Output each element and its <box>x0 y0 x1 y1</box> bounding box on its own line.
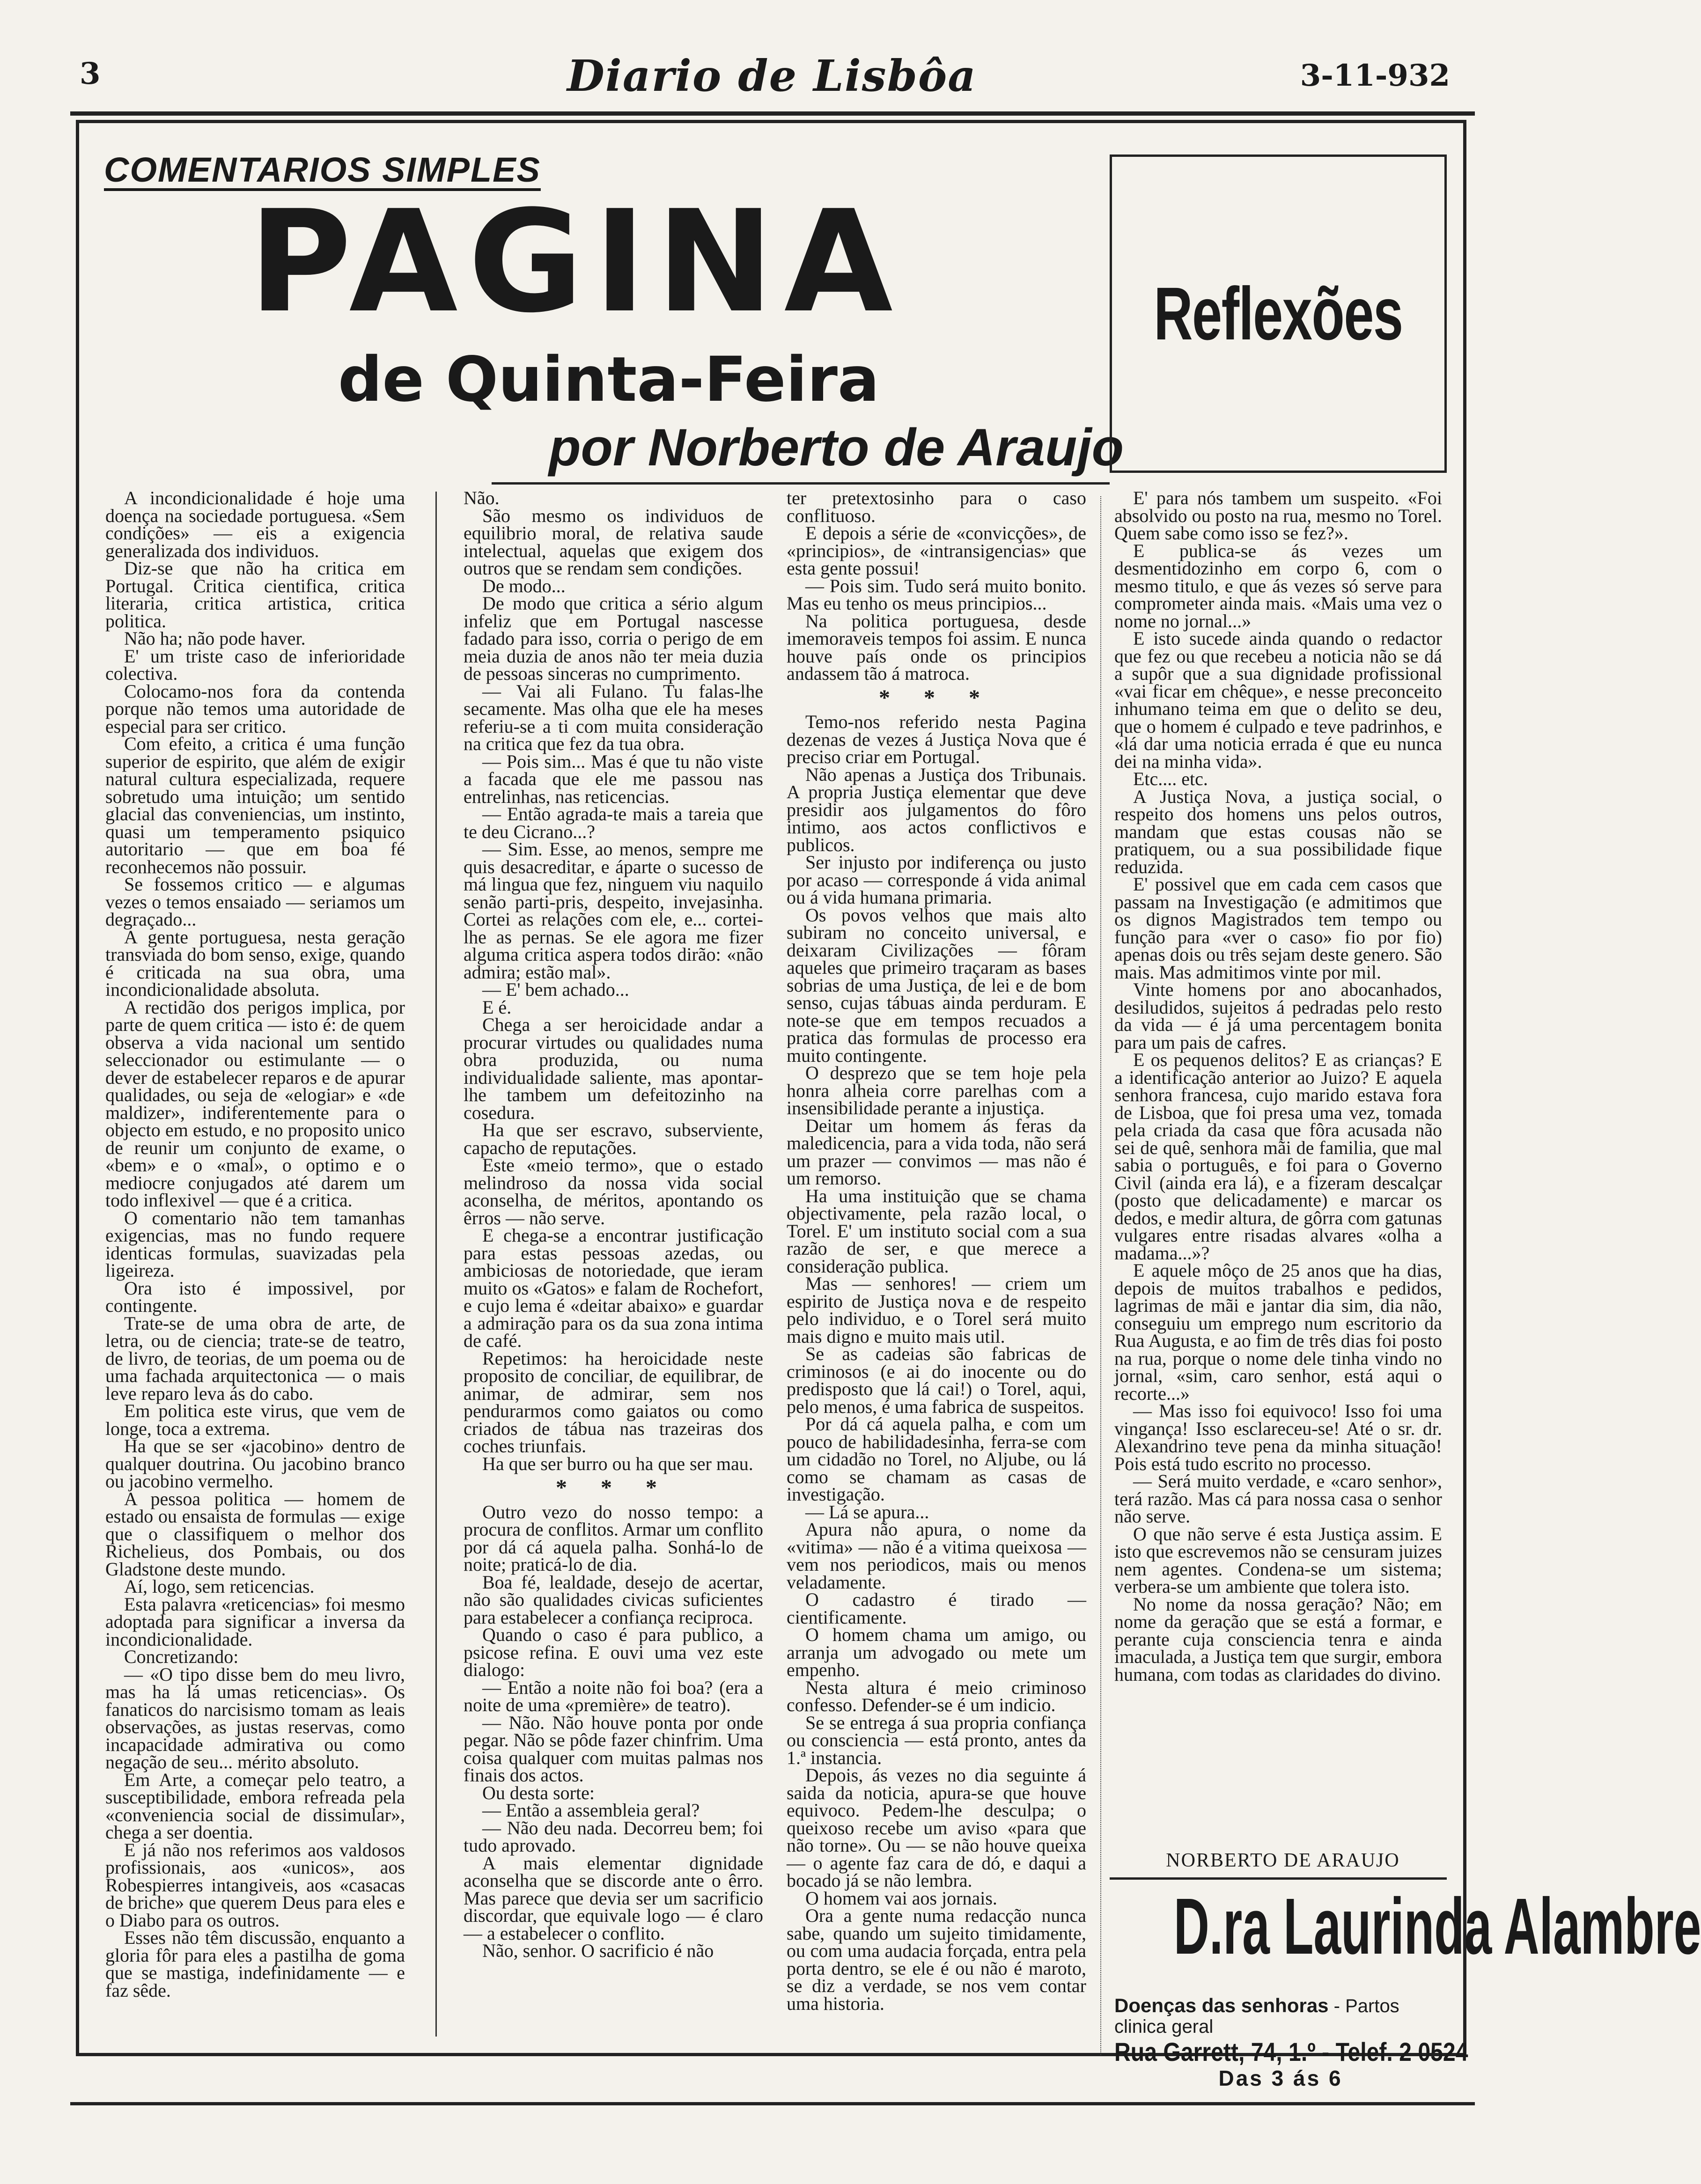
article-paragraph: Não, senhor. O sacrificio é não <box>482 1940 714 1961</box>
article-paragraph: Se fossemos critico — e algumas vezes o temos ensaiado — seriamos um degraçado... <box>105 874 405 930</box>
article-paragraph: A incondicionalidade é hoje uma doença na sociedade portuguesa. «Sem condições» — eis a exigencia generalizada dos individuos. <box>105 487 405 561</box>
article-paragraph: Com efeito, a critica é uma função superior de espirito, que além de exigir natural cultura especializada, requere sobretudo uma intuição; um sentido glacial das conveniencias, um instinto, quasi um temperamento psiquico autoritario — que em boa fé reconhecemos não possuir. <box>105 733 405 877</box>
article-paragraph: — «O tipo disse bem do meu livro, mas ha lá umas reticencias». Os fanaticos do narcisismo tomam as leais observações, as justas reservas, como incapacidade admirativa ou como negação de seu... mérito absoluto. <box>105 1663 405 1772</box>
article-paragraph: — Sim. Esse, ao menos, sempre me quis desacreditar, e áparte o sucesso de má lingua que fez, ninguem viu naquilo senão parti-pris, despeito, invejasinha. Cortei as relações com ele, e... cortei-lhe as pernas. Se ele agora me fizer alguma critica aspera todos dirão: «não admira; estão mal». <box>464 838 763 983</box>
article-paragraph: Colocamo-nos fora da contenda porque não temos uma autoridade de especial para ser critico. <box>105 680 405 737</box>
article-paragraph: Depois, ás vezes no dia seguinte á saida da noticia, apura-se que houve equivoco. Pedem-lhe desculpa; o queixoso recebe um aviso «para que não torne». Ou — se não houve queixa — o agente faz cara de dó, e daqui a bocado já se não lembra. <box>787 1765 1086 1891</box>
article-paragraph: O cadastro é tirado — cientificamente. <box>787 1589 1086 1628</box>
article-column-1 <box>105 489 405 1999</box>
article-paragraph: Concretizando: <box>124 1646 239 1667</box>
issue-date: 3-11-932 <box>1300 58 1450 93</box>
article-column-3 <box>787 489 1086 2012</box>
article-paragraph: A rectidão dos perigos implica, por parte de quem critica — isto é: de quem observa a vida nacional um sentido seleccionador ou estimulante — o dever de estabelecer reparos e de apurar qualidades, ou seja de «elogiar» e «de maldizer», indiferentemente para o objecto em estudo, e no proposito unico de reunir um conjunto de exame, o «bem» e o «mal», o optimo e o mediocre conjugados até darem um todo inflexivel — que é a critica. <box>105 996 405 1211</box>
article-paragraph: Chega a ser heroicidade andar a procurar virtudes ou qualidades numa obra produzida, ou numa individualidade saliente, mas apontar-lhe tambem um defeitozinho na cosedura. <box>464 1014 763 1123</box>
article-paragraph: Esta palavra «reticencias» foi mesmo adoptada para significar a inversa da incondicionalidade. <box>105 1593 405 1650</box>
section-separator: * * * <box>556 1475 671 1500</box>
article-paragraph: — Então agrada-te mais a tareia que te deu Cicrano...? <box>464 803 763 842</box>
article-paragraph: Ha que se ser «jacobino» dentro de qualquer doutrina. Ou jacobino branco ou jacobino vermelho. <box>105 1435 405 1492</box>
reflexoes-box <box>1110 154 1447 473</box>
article-paragraph: Em politica este virus, que vem de longe, toca a extrema. <box>105 1400 405 1439</box>
article-paragraph: Ora a gente numa redacção nunca sabe, quando um sujeito timidamente, ou com uma audacia forçada, entra pela porta dentro, se ele é ou não é maroto, se diz a verdade, se nos vem contar uma historia. <box>787 1905 1086 2014</box>
article-paragraph: Não apenas a Justiça dos Tribunais. A propria Justiça elementar que deve presidir aos julgamentos do fôro intimo, aos actos conflictivos e publicos. <box>787 764 1086 855</box>
ad-specialty <box>1114 1995 1447 2037</box>
article-paragraph: — Pois sim. Tudo será muito bonito. Mas eu tenho os meus principios... <box>787 575 1086 614</box>
article-paragraph: Por dá cá aquela palha, e com um pouco de habilidadesinha, ferra-se com um cidadão no Torel, no Aljube, ou lá como se chamam as casas de investigação. <box>787 1413 1086 1505</box>
article-paragraph: A mais elementar dignidade aconselha que se discorde ante o êrro. Mas parece que devia ser um sacrificio discordar, que equivale logo — é claro — a estabelecer o conflito. <box>464 1852 763 1944</box>
article-paragraph: Repetimos: ha heroicidade neste proposito de conciliar, de equilibrar, de animar, de admirar, sem nos pendurarmos como gaiatos ou como criados de tábua nas trazeiras dos coches triunfais. <box>464 1347 763 1456</box>
article-paragraph: O que não serve é esta Justiça assim. E isto que escrevemos não se censuram juizes nem agentes. Condena-se um sistema; verbera-se um ambiente que tolera isto. <box>1114 1523 1442 1597</box>
byline-rule <box>492 482 1110 485</box>
article-paragraph: E publica-se ás vezes um desmentidozinho em corpo 6, com o mesmo titulo, e que ás vezes só serve para comprometer ainda mais. «Mais uma vez o nome no jornal...» <box>1114 540 1442 632</box>
article-title: PAGINA <box>249 180 903 344</box>
article-paragraph: O desprezo que se tem hoje pela honra alheia corre parelhas com a insensibilidade perante a injustiça. <box>787 1062 1086 1118</box>
bottom-rule <box>70 2102 1475 2105</box>
article-paragraph: Outro vezo do nosso tempo: a procura de conflitos. Armar um conflito por dá cá aquela palha. Sonhá-lo de noite; praticá-lo de dia. <box>464 1501 763 1575</box>
article-paragraph: A gente portuguesa, nesta geração transviada do bom senso, exige, quando é criticada na sua obra, uma incondicionalidade absoluta. <box>105 926 405 1000</box>
article-paragraph: Em Arte, a começar pelo teatro, a susceptibilidade, embora refreada pela «conveniencia social de dissimular», chega a ser doentia. <box>105 1769 405 1843</box>
article-paragraph: Os povos velhos que mais alto subiram no conceito universal, e deixaram Civilizações — fôram aqueles que primeiro traçaram as bases sobrias de uma Justiça, de lei e de bom senso, cujas tábuas ainda perduram. E note-se que em tempos recuados a pratica das formulas de processo era muito contingente. <box>787 904 1086 1066</box>
article-paragraph: Aí, logo, sem reticencias. <box>124 1576 315 1597</box>
article-paragraph: E já não nos referimos aos valdosos profissionais, aos «unicos», aos Robespierres intangiveis, aos «casacas de briche» que querem Deus para eles e o Diabo para os outros. <box>105 1839 405 1931</box>
article-paragraph: O homem chama um amigo, ou arranja um advogado ou mete um empenho. <box>787 1624 1086 1680</box>
article-paragraph: Quando o caso é para publico, a psicose refina. E ouvi uma vez este dialogo: <box>464 1624 763 1680</box>
article-paragraph: A Justiça Nova, a justiça social, o respeito dos homens uns pelos outros, mandam que estas cousas não se pratiquem, ou a sua possibilidade fique reduzida. <box>1114 786 1442 877</box>
reflexoes-title: Reflexões <box>1154 272 1403 355</box>
article-paragraph: E é. <box>482 996 512 1018</box>
article-paragraph: — Lá se apura... <box>805 1501 929 1522</box>
article-paragraph: Este «meio termo», que o estado melindroso da nossa vida social aconselha, de méritos, apontando os êrros — não serve. <box>464 1155 763 1228</box>
article-paragraph: E isto sucede ainda quando o redactor que fez ou que recebeu a noticia não se dá a supôr que a sua dignidade profissional «vai ficar em chêque», e nesse preconceito inhumano teima em que o delito se deu, que o homem é culpado e teve padrinhos, e «lá dar uma noticia errada é que eu nunca dei na minha vida». <box>1114 628 1442 772</box>
article-paragraph: — Pois sim... Mas é que tu não viste a facada que ele me passou nas entrelinhas, nas reticencias. <box>464 750 763 807</box>
ad-rule <box>1110 1877 1447 1880</box>
article-paragraph: São mesmo os individuos de equilibrio moral, de relativa saude intelectual, aquelas que exigem dos outros que se rendam sem condições. <box>464 505 763 579</box>
article-paragraph: Ha que ser burro ou ha que ser mau. <box>482 1453 753 1474</box>
article-paragraph: Ora isto é impossivel, por contingente. <box>105 1277 405 1316</box>
column-rule <box>1100 496 1101 2055</box>
ad-hours: Das 3 ás 6 <box>1218 2066 1343 2090</box>
article-paragraph: O comentario não tem tamanhas exigencias, mas no fundo requere identicas formulas, suavizadas pela ligeireza. <box>105 1207 405 1281</box>
article-paragraph: E' possivel que em cada cem casos que passam na Investigação (e admitimos que os dignos Magistrados tem tempo ou função para «ver o caso» fio por fio) apenas dois ou três sejam deste genero. São mais. Mas admitimos vinte por mil. <box>1114 874 1442 983</box>
article-paragraph: — E' bem achado... <box>482 979 629 1000</box>
article-paragraph: — Será muito verdade, e «caro senhor», terá razão. Mas cá para nossa casa o senhor não serve. <box>1114 1471 1442 1527</box>
article-paragraph: Mas — senhores! — criem um espirito de Justiça nova e de respeito pelo individuo, e o Torel será muito mais digno e muito mais util. <box>787 1273 1086 1347</box>
ad-doctor-name: D.ra Laurinda Alambre <box>1173 1882 1701 1971</box>
article-subtitle: de Quinta-Feira <box>338 344 880 416</box>
article-paragraph: E chega-se a encontrar justificação para estas pessoas azedas, ou ambiciosas de notoriedade, que ieram muito os «Gatos» e falam de Rochefort, e cujo lema é «deitar abaixo» e guardar a admiração para os da sua zona intima de café. <box>464 1225 763 1351</box>
article-paragraph: Ha uma instituição que se chama objectivamente, pela razão local, o Torel. E' um instituto social com a sua razão de ser, e que merece a consideração publica. <box>787 1185 1086 1277</box>
article-paragraph: E aquele môço de 25 anos que ha dias, depois de muitos trabalhos e pedidos, lagrimas de mãi e jantar dia sim, dia não, conseguiu um emprego num escritorio da Rua Augusta, e ao fim de três dias foi posto na rua, porque o nome dele tinha vindo no jornal, «sim, caro senhor, está aqui o recorte...» <box>1114 1260 1442 1404</box>
newspaper-masthead: Diario de Lisbôa <box>567 51 977 101</box>
article-paragraph: Vinte homens por ano abocanhados, desiludidos, sujeitos á pedradas pelo resto da vida — é já uma percentagem bonita para um pais de cafres. <box>1114 979 1442 1053</box>
article-paragraph: Temo-nos referido nesta Pagina dezenas de vezes á Justiça Nova que é preciso criar em Portugal. <box>787 711 1086 767</box>
column-rule <box>435 492 437 2037</box>
article-paragraph: — Vai ali Fulano. Tu falas-lhe secamente. Mas olha que ele ha meses referiu-se a ti com muita consideração na critica que fez da tua obra. <box>464 680 763 754</box>
article-paragraph: Esses não têm discussão, enquanto a gloria fôr para eles a pastilha de goma que se mastiga, indefinidamente — e faz sêde. <box>105 1927 405 2001</box>
article-column-4 <box>1114 489 1442 1683</box>
article-paragraph: Na politica portuguesa, desde imemoraveis tempos foi assim. E nunca houve país onde os principios andassem tão á matroca. <box>787 610 1086 684</box>
article-paragraph: E' para nós tambem um suspeito. «Foi absolvido ou posto na rua, mesmo no Torel. Quem sabe como isso se fez?». <box>1114 487 1442 544</box>
article-paragraph: E os pequenos delitos? E as crianças? E a identificação anterior ao Juizo? E aquela senhora francesa, cujo marido estava fora de Lisboa, que foi presa uma vez, tomada pela criada da casa que fôra acusada não sei de quê, senhora mãi de familia, que mal sabia o português, e foi para o Governo Civil (ainda era lá), e a fizeram descalçar (posto que delicadamente) e marcar os dedos, e medir altura, de gôrra com gatunas vulgares entre risadas alvares «olha a madama...»? <box>1114 1049 1442 1264</box>
article-paragraph: Nesta altura é meio criminoso confesso. Defender-se é um indicio. <box>787 1677 1086 1715</box>
article-paragraph: Trate-se de uma obra de arte, de letra, ou de ciencia; trate-se de teatro, de livro, de teorias, de um poema ou de uma fachada arquitectonica — o mais leve reparo leva ás do cabo. <box>105 1312 405 1404</box>
article-paragraph: Ou desta sorte: <box>482 1782 595 1803</box>
page-number: 3 <box>80 56 101 91</box>
article-paragraph: Não. <box>464 487 500 508</box>
article-paragraph: Ha que ser escravo, subserviente, capacho de reputações. <box>464 1119 763 1158</box>
column-kicker: COMENTARIOS SIMPLES <box>104 150 541 189</box>
article-paragraph: E depois a série de «convicções», de «principios», de «intransigencias» que esta gente possui! <box>787 522 1086 579</box>
article-paragraph: ter pretextosinho para o caso conflituoso. <box>787 487 1086 526</box>
masthead-rule <box>70 111 1475 116</box>
article-paragraph: A pessoa politica — homem de estado ou ensaista de formulas — exige que o classifiquem o melhor dos Richelieus, dos Pombais, ou dos Gladstone deste mundo. <box>105 1488 405 1580</box>
article-paragraph: Boa fé, lealdade, desejo de acertar, não são qualidades civicas suficientes para estabelecer a confiança reciproca. <box>464 1571 763 1628</box>
article-paragraph: Etc.... etc. <box>1133 768 1208 789</box>
ad-address: Rua Garrett, 74, 1.º - Telef. 2 0524 <box>1114 2037 1468 2066</box>
article-paragraph: E' um triste caso de inferioridade colectiva. <box>105 645 405 684</box>
article-paragraph: No nome da nossa geração? Não; em nome da geração que se está a formar, e perante cuja consciencia tenra e ainda imaculada, a Justiça tem que surgir, embora humana, com todas as claridades do divino. <box>1114 1593 1442 1685</box>
article-paragraph: — Não. Não houve ponta por onde pegar. Não se pôde fazer chinfrim. Uma coisa qualquer com muitas palmas nos finais dos actos. <box>464 1712 763 1786</box>
section-separator: * * * <box>879 685 994 710</box>
article-paragraph: Não ha; não pode haver. <box>124 628 306 649</box>
ad-specialty-rest: - Partos clinica geral <box>1114 1996 1399 2037</box>
article-paragraph: De modo que critica a sério algum infeliz que em Portugal nascesse fadado para isso, corria o perigo de em meia duzia de anos não ter meia duzia de pessoas sinceras no cumprimento. <box>464 593 763 684</box>
article-paragraph: Se as cadeias são fabricas de criminosos (e ai do inocente ou do predisposto que lá cai!) o Torel, aqui, pelo menos, é uma fabrica de suspeitos. <box>787 1343 1086 1417</box>
article-paragraph: O homem vai aos jornais. <box>805 1887 997 1909</box>
article-paragraph: De modo... <box>482 575 566 596</box>
article-paragraph: Deitar um homem ás feras da maledicencia, para a vida toda, não será um prazer — convimos — mas não é um remorso. <box>787 1115 1086 1189</box>
article-paragraph: — Mas isso foi equivoco! Isso foi uma vingança! Isso esclareceu-se! Até o sr. dr. Alexandrino teve pena da minha situação! Pois está tudo escrito no processo. <box>1114 1400 1442 1474</box>
article-paragraph: — Então a noite não foi boa? (era a noite de uma «première» de teatro). <box>464 1677 763 1715</box>
article-paragraph: — Não deu nada. Decorreu bem; foi tudo aprovado. <box>464 1817 763 1856</box>
article-byline: por Norberto de Araujo <box>549 418 1124 477</box>
article-column-2 <box>464 489 763 1960</box>
author-signature: NORBERTO DE ARAUJO <box>1166 1850 1400 1871</box>
ad-specialty-bold: Doenças das senhoras <box>1114 1994 1329 2016</box>
article-paragraph: — Então a assembleia geral? <box>482 1800 700 1821</box>
article-paragraph: Apura não apura, o nome da «vitima» — não é a vitima queixosa — vem nos periodicos, mais ou menos veladamente. <box>787 1519 1086 1593</box>
article-paragraph: Ser injusto por indiferença ou justo por acaso — corresponde á vida animal ou á vida humana primaria. <box>787 852 1086 908</box>
article-paragraph: Se se entrega á sua propria confiança ou consciencia — está pronto, antes da 1.ª instancia. <box>787 1712 1086 1768</box>
article-paragraph: Diz-se que não ha critica em Portugal. Critica cientifica, critica literaria, critica artistica, critica politica. <box>105 558 405 632</box>
